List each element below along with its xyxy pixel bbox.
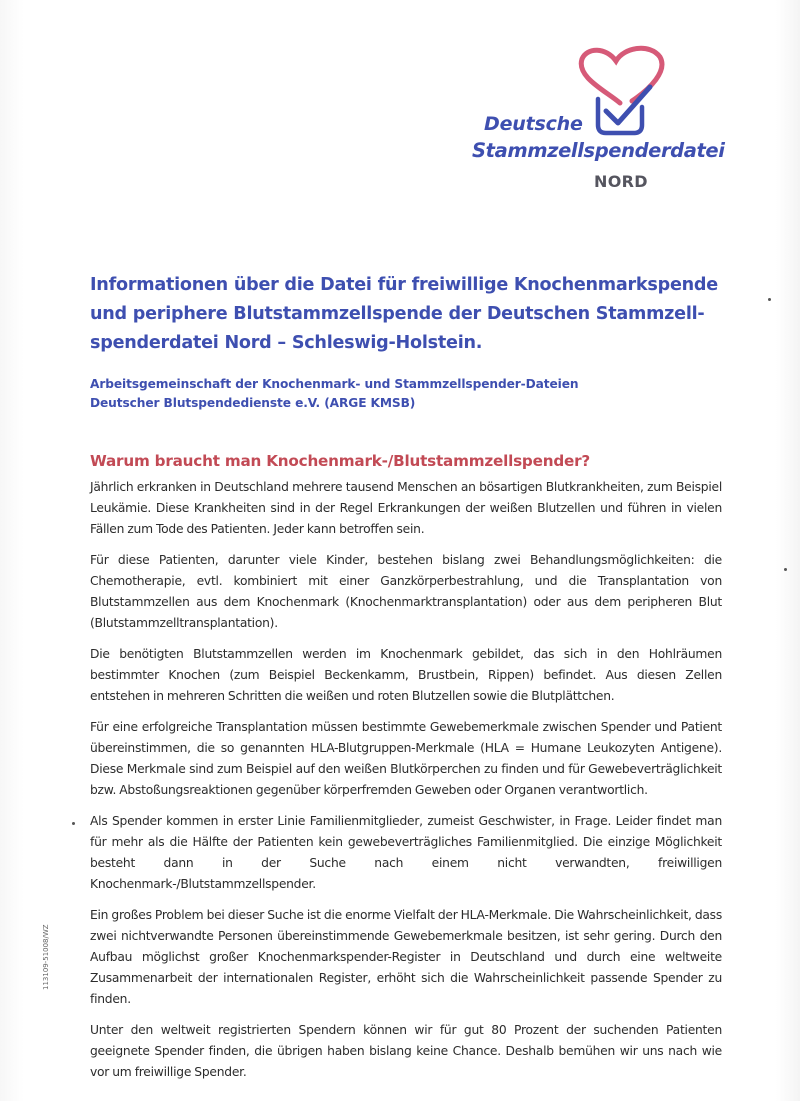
paragraph: Die benötigten Blutstammzellen werden im Knochenmark gebildet, das sich in den Hohlräumen bestimmter Knochen (zum Beispiel Beckenkamm, Brustbein, Rippen) befindet. Aus diesen Zellen entstehen in mehreren Schritten die weißen und roten Blutzellen sowie die Blutplättchen. — [90, 647, 722, 703]
scan-speck — [784, 568, 787, 571]
logo-text-nord: NORD — [594, 172, 648, 191]
subtitle-line: Deutscher Blutspendedienste e.V. (ARGE KMSB) — [90, 396, 416, 410]
subtitle-line: Arbeitsgemeinschaft der Knochenmark- und Stammzellspender-Dateien — [90, 377, 579, 391]
scan-speck — [768, 298, 771, 301]
dsd-nord-logo — [470, 40, 760, 200]
body-text — [90, 477, 722, 1093]
print-code: 113109-51008/WZ — [42, 924, 50, 990]
paragraph: Als Spender kommen in erster Linie Familienmitglieder, zumeist Geschwister, in Frage. Leider findet man für mehr als die Hälfte der Patienten kein gewebeverträgliches Familienmitglied. Die einzige Möglichkeit besteht dann in der Suche nach einem nicht verwandten, freiwilligen Knochenmark-/Blutstammzellspender. — [90, 814, 722, 891]
paragraph: Für diese Patienten, darunter viele Kinder, bestehen bislang zwei Behandlungsmöglichkeiten: die Chemotherapie, evtl. kombiniert mit einer Ganzkörperbestrahlung, und die Transplantation von Blutstammzellen aus dem Knochenmark (Knochenmarktransplantation) oder aus dem peripheren Blut (Blutstammzelltransplantation). — [90, 553, 722, 630]
logo-text-deutsche: Deutsche — [484, 113, 583, 135]
paragraph: Jährlich erkranken in Deutschland mehrere tausend Menschen an bösartigen Blutkrankheiten, zum Beispiel Leukämie. Diese Krankheiten sind in der Regel Erkrankungen der weißen Blutzellen und führen in vielen Fällen zum Tode des Patienten. Jeder kann betroffen sein. — [90, 480, 722, 536]
page-title: Informationen über die Datei für freiwillige Knochenmarkspende und periphere Blutstammzellspende der Deutschen Stammzell-spenderdatei Nord – Schleswig-Holstein. — [90, 275, 718, 353]
organization-subtitle — [90, 375, 750, 413]
paragraph: Für eine erfolgreiche Transplantation müssen bestimmte Gewebemerkmale zwischen Spender und Patient übereinstimmen, die so genannten HLA-Blutgruppen-Merkmale (HLA = Humane Leukozyten Antigene). Diese Merkmale sind zum Beispiel auf den weißen Blutkörperchen zu finden und für Gewebeverträglichkeit bzw. Abstoßungsreaktionen gegenüber körperfremden Geweben oder Organen verantwortlich. — [90, 720, 722, 797]
paragraph: Ein großes Problem bei dieser Suche ist die enorme Vielfalt der HLA-Merkmale. Die Wahrscheinlichkeit, dass zwei nichtverwandte Personen übereinstimmende Gewebemerkmale besitzen, ist sehr gering. Durch den Aufbau möglichst großer Knochenmarkspender-Register in Deutschland und durch eine weltweite Zusammenarbeit der internationalen Register, erhöht sich die Wahrscheinlichkeit passende Spender zu finden. — [90, 908, 722, 1006]
paragraph: Unter den weltweit registrierten Spendern können wir für gut 80 Prozent der suchenden Patienten geeignete Spender finden, die übrigen haben bislang keine Chance. Deshalb bemühen wir uns nach wie vor um freiwillige Spender. — [90, 1023, 722, 1079]
scan-speck — [72, 822, 75, 825]
logo-text-stammzellspenderdatei: Stammzellspenderdatei — [472, 139, 725, 162]
section-heading: Warum braucht man Knochenmark-/Blutstammzellspender? — [90, 452, 590, 470]
